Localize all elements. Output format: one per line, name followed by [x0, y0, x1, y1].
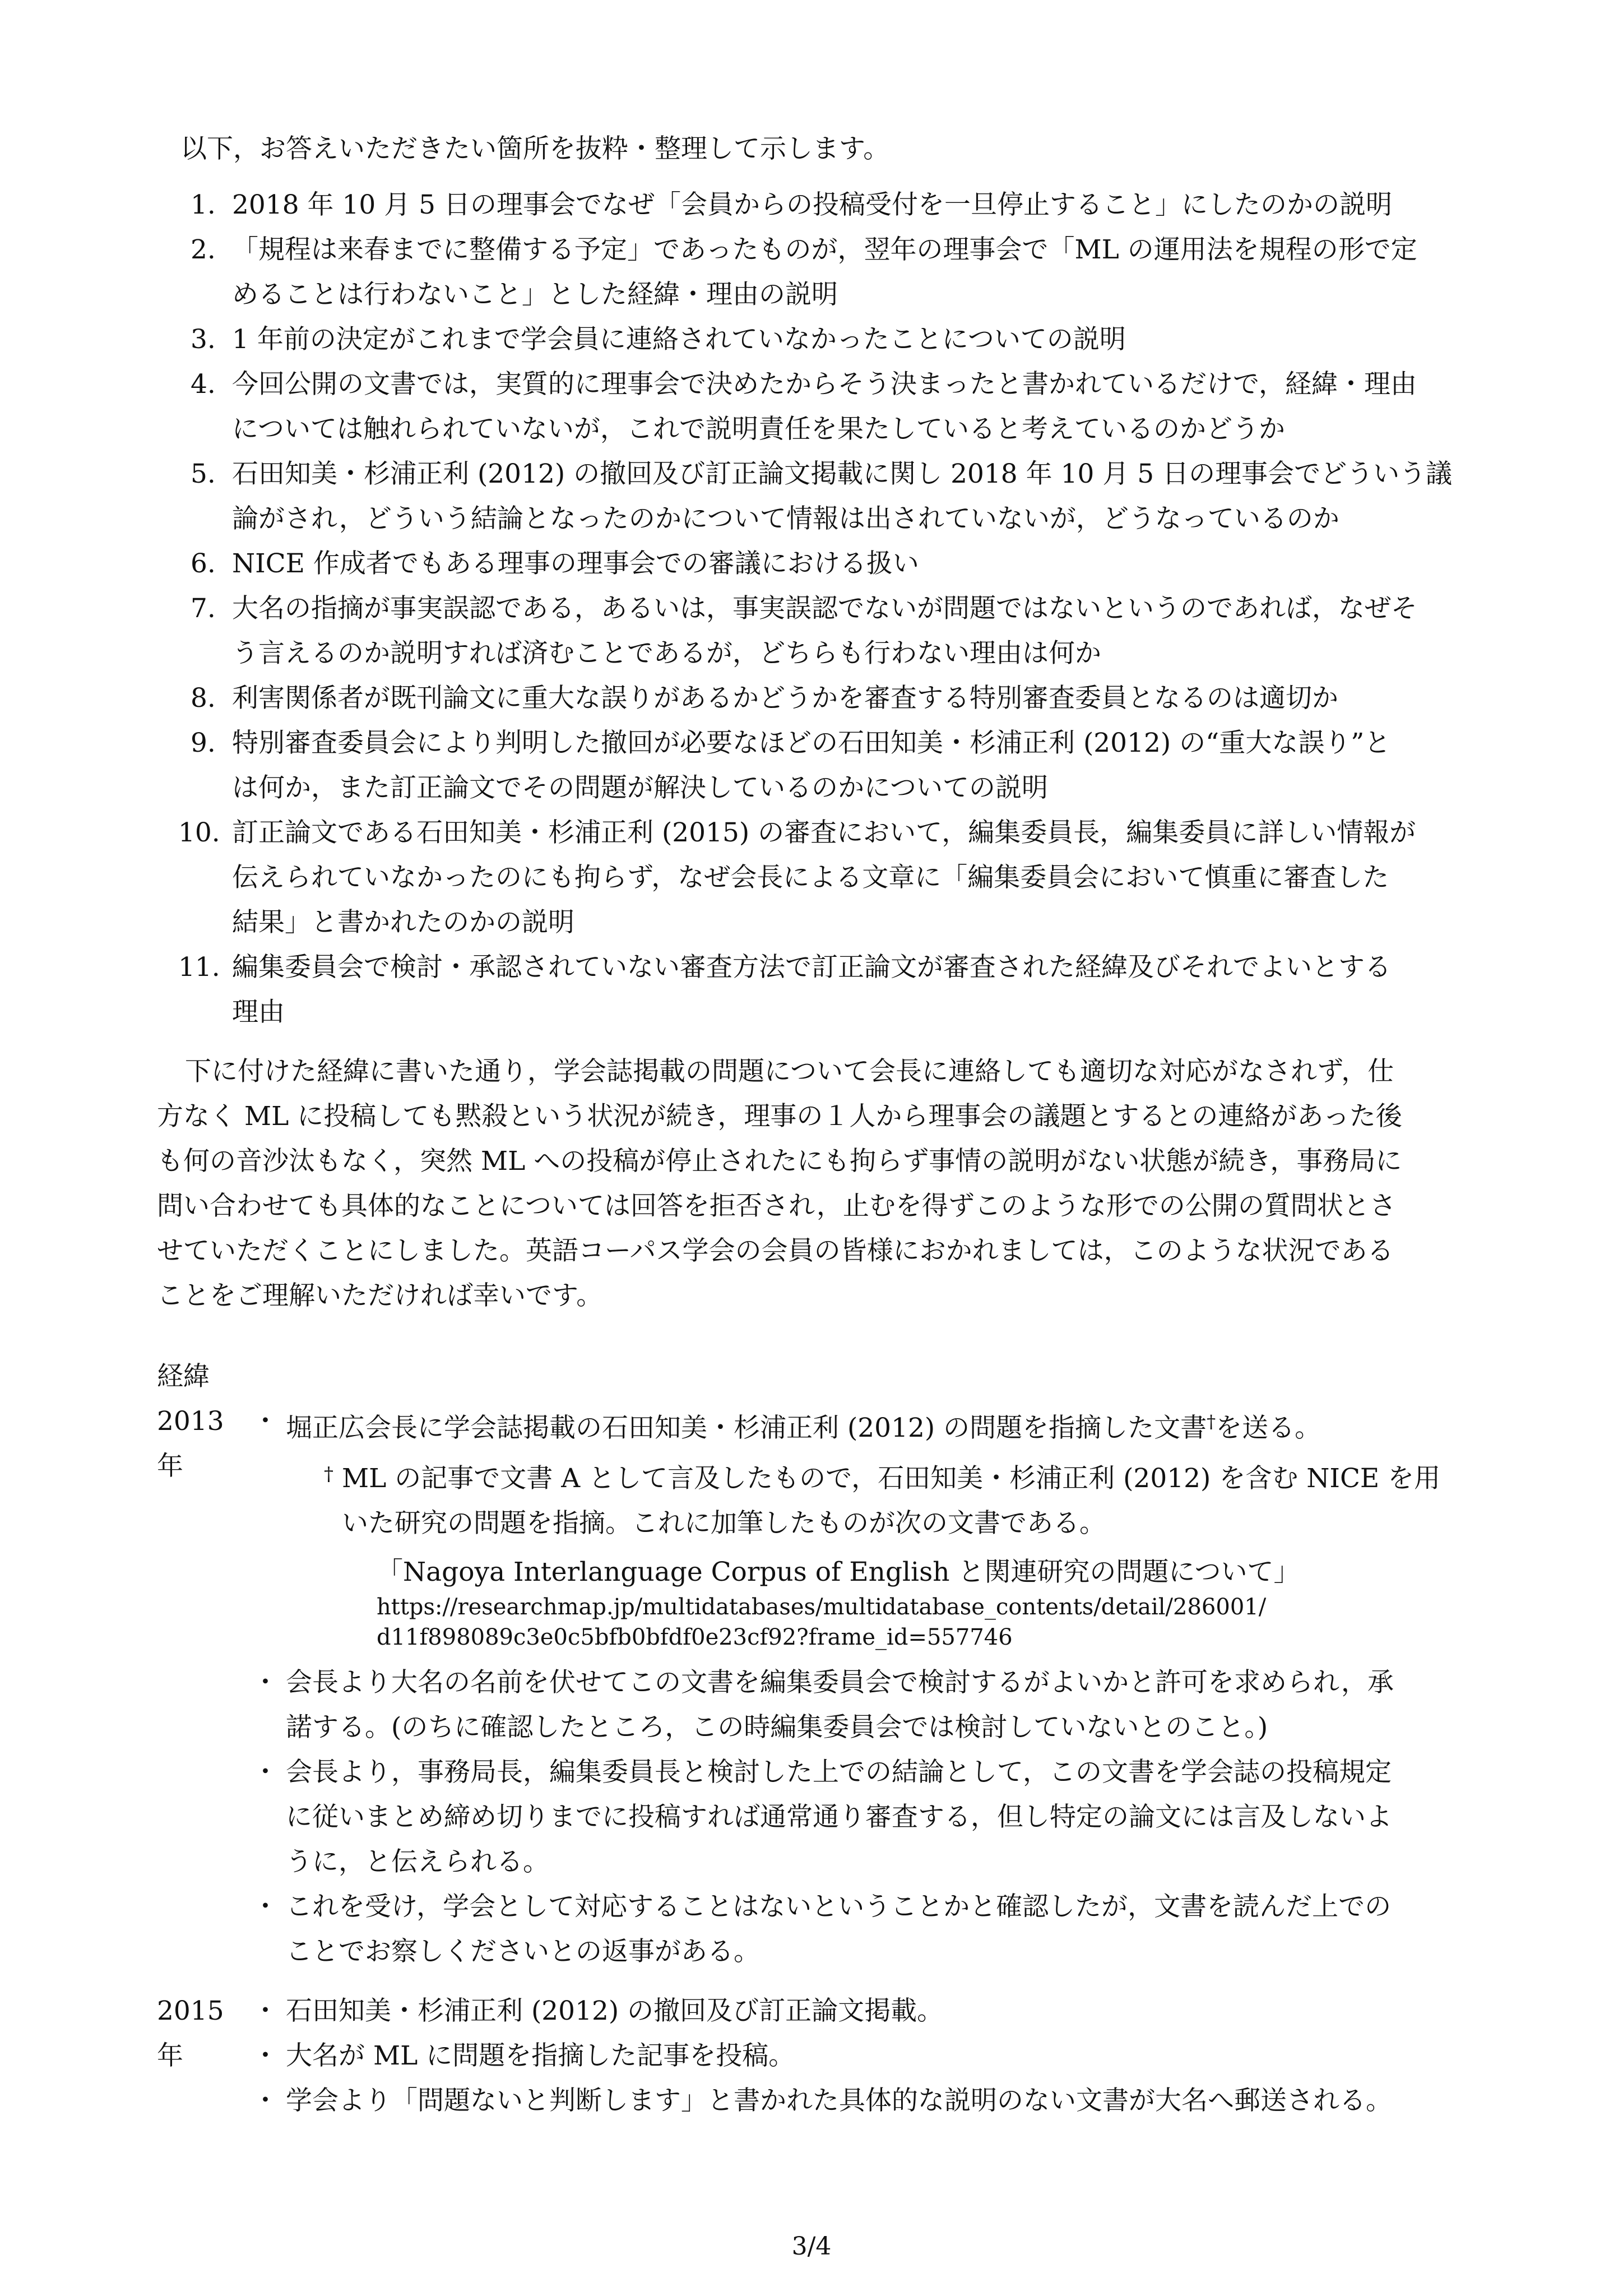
dagger-mark: † — [324, 1463, 333, 1485]
question-item: 11. 編集委員会で検討・承認されていない審査方法で訂正論文が審査された経緯及びそれでよいとする 理由 — [178, 952, 1391, 1027]
year-2013-block — [157, 1399, 1466, 1974]
question-item: 1. 2018 年 10 月 5 日の理事会でなぜ「会員からの投稿受付を一旦停止すること」にしたのかの説明 — [191, 189, 1393, 220]
intro-text: 以下，お答えいただきたい箇所を抜粋・整理して示します。 — [180, 133, 890, 164]
history-entry: ・ 堀正広会長に学会誌掲載の石田知美・杉浦正利 (2012) の問題を指摘した文書†を送る。 — [252, 1406, 1321, 1443]
year-label: 2013 年 — [157, 1406, 224, 1482]
history-entry: ・ 会長より，事務局長，編集委員長と検討した上での結論として，この文書を学会誌の投稿規定 に従いまとめ締め切りまでに投稿すれば通常通り審査する，但し特定の論文には言及しないよ うに，と伝えられる。 — [252, 1757, 1392, 1877]
history-entry: ・ これを受け，学会として対応することはないということかと確認したが，文書を読んだ上での ことでお察しくださいとの返事がある。 — [252, 1891, 1392, 1967]
history-entry: ・ 学会より「問題ないと判断します」と書かれた具体的な説明のない文書が大名へ郵送される。 — [252, 2085, 1392, 2116]
history-entry: ・ 大名が ML に問題を指摘した記事を投稿。 — [252, 2040, 795, 2071]
question-item: 7. 大名の指摘が事実誤認である，あるいは，事実誤認でないが問題ではないというのであれば，なぜそ う言えるのか説明すれば済むことであるが，どちらも行わない理由は何か — [191, 593, 1417, 669]
history-heading: 経緯 — [157, 1361, 210, 1392]
reference-title: 「Nagoya Interlanguage Corpus of English と関連研究の問題について」 — [377, 1557, 1300, 1587]
question-item: 4. 今回公開の文書では，実質的に理事会で決めたからそう決まったと書かれているだけで，経緯・理由 については触れられていないが，これで説明責任を果たしていると考えているのかどうか — [191, 369, 1417, 445]
question-item: 9. 特別審査委員会により判明した撤回が必要なほどの石田知美・杉浦正利 (2012) の“重大な誤り”と は何か，また訂正論文でその問題が解決しているのかについての説明 — [191, 728, 1391, 803]
question-item: 5. 石田知美・杉浦正利 (2012) の撤回及び訂正論文掲載に関し 2018 年 10 月 5 日の理事会でどういう議 論がされ，どういう結論となったのかについて情報は出されていないが，どうなっているのか — [191, 459, 1453, 534]
explanation-paragraph: 下に付けた経緯に書いた通り，学会誌掲載の問題について会長に連絡しても適切な対応がなされず，仕 方なく ML に投稿しても黙殺という状況が続き，理事の１人から理事会の議題とするとの連絡があった後 も何の音沙汰もなく，突然 ML への投稿が停止されたにも拘らず事情の説明がない状態が続き，事務局に 問い合わせても具体的なことについては回答を拒否され，止むを得ずこのような形での公開の質問状とさ せていただくことにしました。英語コーパス学会の会員の皆様におかれましては，このような状況である ことをご理解いただければ幸いです。 — [157, 1056, 1402, 1311]
question-item: 2. 「規程は来春までに整備する予定」であったものが，翌年の理事会で「ML の運用法を規程の形で定 めることは行わないこと」とした経緯・理由の説明 — [191, 234, 1417, 310]
question-item: 3. 1 年前の決定がこれまで学会員に連絡されていなかったことについての説明 — [191, 324, 1126, 355]
history-entry: ・ 石田知美・杉浦正利 (2012) の撤回及び訂正論文掲載。 — [252, 1996, 944, 2026]
year-2015-block — [157, 1989, 1466, 2123]
question-list — [157, 183, 1466, 1035]
reference-url: https://researchmap.jp/multidatabases/multidatabase_contents/detail/286001/ d11f898089c3e0c5bfb0bfdf0e23cf92?frame_id=557746 — [377, 1594, 1267, 1650]
document-page — [157, 127, 1466, 2123]
question-item: 6. NICE 作成者でもある理事の理事会での審議における扱い — [191, 548, 919, 579]
reference-block — [157, 1553, 1466, 1652]
question-item: 10. 訂正論文である石田知美・杉浦正利 (2015) の審査において，編集委員長，編集委員に詳しい情報が 伝えられていなかったのにも拘らず，なぜ会長による文章に「編集委員会において慎重に審査した 結果」と書かれたのかの説明 — [178, 817, 1416, 938]
dagger-mark: † — [1207, 1411, 1216, 1432]
footnote: † ML の記事で文書 A として言及したもので，石田知美・杉浦正利 (2012) を含む NICE を用 いた研究の問題を指摘。これに加筆したものが次の文書である。 — [157, 1456, 1466, 1546]
question-item: 8. 利害関係者が既刊論文に重大な誤りがあるかどうかを審査する特別審査委員となるのは適切か — [191, 683, 1338, 714]
history-entry: ・ 会長より大名の名前を伏せてこの文書を編集委員会で検討するがよいかと許可を求められ，承 諾する。(のちに確認したところ，この時編集委員会では検討していないとのこと。) — [252, 1667, 1394, 1743]
page-number: 3/4 — [791, 2232, 832, 2261]
year-label: 2015 年 — [157, 1996, 224, 2071]
